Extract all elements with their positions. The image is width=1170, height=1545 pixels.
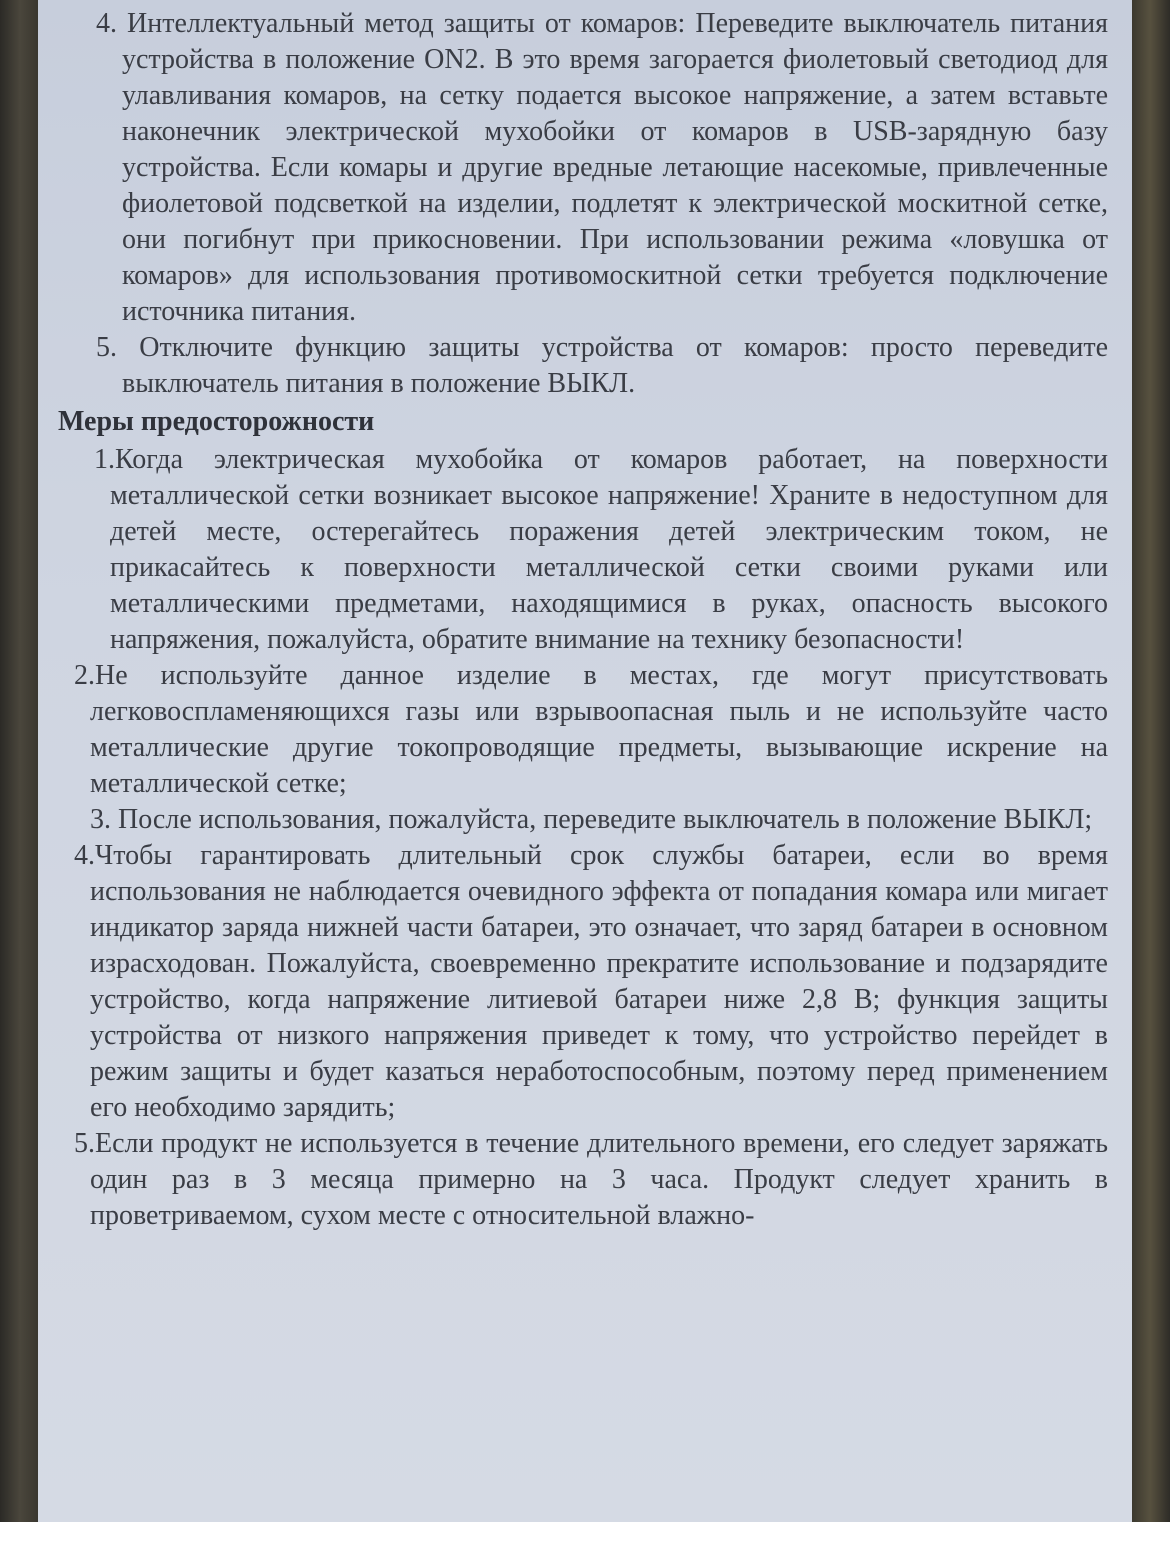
precaution-item-2 xyxy=(58,658,1108,802)
list-item-5 xyxy=(58,330,1108,402)
bottom-margin xyxy=(0,1522,1170,1545)
list-item-4 xyxy=(58,6,1108,330)
list-item-text: Интеллектуальный метод защиты от комаров: Переведите выключатель питания устройства в положение ON2. В это время загорается фиолетовый светодиод для улавливания комаров, на сетку подается высокое напряжение, а затем вставьте наконечник электрической мухобойки от комаров в USB-зарядную базу устройства. Если комары и другие вредные летающие насекомые, привлеченные фиолетовой подсветкой на изделии, подлетят к электрической москитной сетке, они погибнут при прикосновении. При использовании режима «ловушка от комаров» для использования противомоскитной сетки требуется подключение источника питания. xyxy=(122,8,1108,327)
precaution-number: 4. xyxy=(74,840,95,871)
precaution-text: Не используйте данное изделие в местах, где могут присутствовать легковоспламеняющихся газы или взрывоопасная пыль и не используйте часто металлические другие токопроводящие предметы, вызывающие искрение на металлической сетке; xyxy=(90,660,1108,799)
precaution-item-3 xyxy=(58,802,1108,838)
precaution-number: 5. xyxy=(74,1128,95,1159)
precaution-number: 1. xyxy=(94,444,115,475)
precaution-text: После использования, пожалуйста, переведите выключатель в положение ВЫКЛ; xyxy=(118,804,1093,835)
list-item-number: 5. xyxy=(96,332,117,363)
precaution-item-1 xyxy=(58,442,1108,658)
precaution-text: Если продукт не используется в течение длительного времени, его следует заряжать один раз в 3 месяца примерно на 3 часа. Продукт следует хранить в проветриваемом, сухом месте с относительной влажно- xyxy=(90,1128,1108,1231)
precaution-text: Чтобы гарантировать длительный срок службы батареи, если во время использования не наблюдается очевидного эффекта от попадания комара или мигает индикатор заряда нижней части батареи, это означает, что заряд батареи в основном израсходован. Пожалуйста, своевременно прекратите использование и подзарядите устройство, когда напряжение литиевой батареи ниже 2,8 В; функция защиты устройства от низкого напряжения приведет к тому, что устройство перейдет в режим защиты и будет казаться неработоспособным, поэтому перед применением его необходимо зарядить; xyxy=(90,840,1108,1123)
precaution-number: 2. xyxy=(74,660,95,691)
page-text xyxy=(58,6,1108,1234)
precaution-number: 3. xyxy=(90,804,118,835)
section-heading: Меры предосторожности xyxy=(58,406,375,437)
precaution-item-4 xyxy=(58,838,1108,1126)
list-item-number: 4. xyxy=(96,8,117,39)
precaution-text: Когда электрическая мухобойка от комаров работает, на поверхности металлической сетки возникает высокое напряжение! Храните в недоступном для детей месте, остерегайтесь поражения детей электрическим током, не прикасайтесь к поверхности металлической сетки своими руками или металлическими предметами, находящимися в руках, опасность высокого напряжения, пожалуйста, обратите внимание на технику безопасности! xyxy=(110,444,1108,655)
list-item-text: Отключите функцию защиты устройства от комаров: просто переведите выключатель питания в положение ВЫКЛ. xyxy=(122,332,1109,399)
precaution-item-5 xyxy=(58,1126,1108,1234)
instruction-page xyxy=(38,0,1132,1522)
